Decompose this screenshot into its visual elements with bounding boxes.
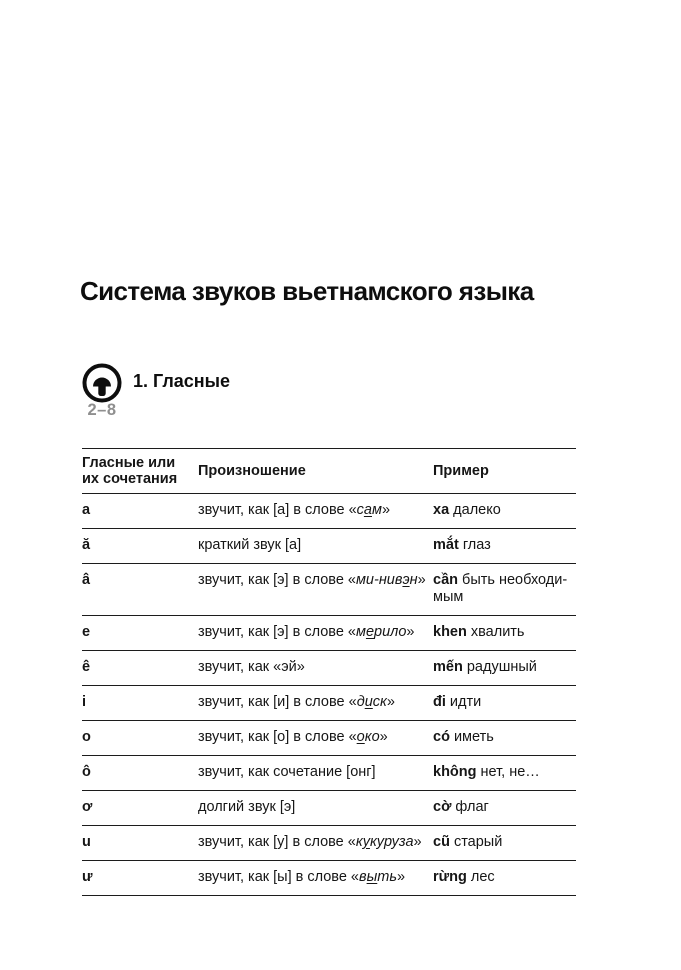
vowel-cell: â	[82, 572, 91, 588]
example-cell	[433, 564, 576, 616]
pronunciation-segment: ск	[372, 694, 387, 710]
pronunciation-segment: звучит, как «эй»	[198, 659, 305, 675]
pronunciation-segment: »	[406, 624, 415, 640]
pronunciation-segment: долгий звук [э]	[198, 799, 296, 815]
vowel-cell: ơ	[82, 799, 93, 815]
pronunciation-segment: ко	[364, 729, 380, 745]
pronunciation-segment: с	[356, 502, 364, 518]
example-cell	[433, 529, 576, 564]
pronunciation-segment: ми-нив	[355, 572, 403, 588]
pronunciation-segment: у	[362, 834, 370, 850]
pronunciation-cell	[198, 686, 433, 721]
example-word: xa	[433, 502, 450, 518]
pronunciation-cell	[198, 721, 433, 756]
pronunciation-segment: м	[371, 502, 382, 518]
table-row	[82, 791, 576, 826]
audio-track-range: 2–8	[87, 401, 117, 419]
pronunciation-segment: »	[379, 729, 388, 745]
table-row	[82, 616, 576, 651]
example-word: đi	[433, 694, 446, 710]
vowel-cell: ê	[82, 659, 91, 675]
example-cell	[433, 686, 576, 721]
pronunciation-segment: н	[409, 572, 418, 588]
table-row	[82, 826, 576, 861]
audio-track-badge	[80, 362, 124, 420]
pronunciation-cell	[198, 494, 433, 529]
example-meaning: идти	[445, 694, 482, 710]
vowel-cell: ă	[82, 537, 91, 553]
pronunciation-segment: м	[355, 624, 366, 640]
pronunciation-cell	[198, 616, 433, 651]
example-meaning: радушный	[462, 659, 537, 675]
pronunciation-segment: звучит, как [ы] в слове «	[198, 869, 360, 885]
header-example: Пример	[433, 462, 489, 479]
headphones-icon	[81, 362, 123, 404]
example-meaning: лес	[466, 869, 495, 885]
pronunciation-cell	[198, 756, 433, 791]
table-row	[82, 529, 576, 564]
example-cell	[433, 791, 576, 826]
pronunciation-segment: звучит, как [у] в слове «	[198, 834, 356, 850]
pronunciation-segment: »	[386, 694, 395, 710]
example-cell	[433, 861, 576, 896]
pronunciation-segment: ть	[377, 869, 397, 885]
pronunciation-segment: »	[417, 572, 426, 588]
vowel-cell: u	[82, 834, 91, 850]
example-word: không	[433, 764, 477, 780]
vowel-cell: e	[82, 624, 91, 640]
pronunciation-cell	[198, 861, 433, 896]
vowel-cell: a	[82, 502, 91, 518]
pronunciation-segment: ы	[366, 869, 378, 885]
header-vowels: Гласные или их сочетания	[82, 454, 178, 487]
pronunciation-segment: звучит, как [и] в слове «	[198, 694, 357, 710]
example-cell	[433, 826, 576, 861]
vowel-cell: ư	[82, 869, 93, 885]
pronunciation-segment: и	[364, 694, 373, 710]
table-row	[82, 651, 576, 686]
pronunciation-segment: е	[365, 624, 375, 640]
vowel-cell: i	[82, 694, 87, 710]
example-meaning: флаг	[451, 799, 489, 815]
table-header-row	[82, 449, 576, 494]
section-title: 1. Гласные	[133, 371, 231, 391]
example-word: cần	[433, 572, 458, 588]
pronunciation-segment: звучит, как [о] в слове «	[198, 729, 357, 745]
pronunciation-segment: звучит, как сочетание [онг]	[198, 764, 376, 780]
pronunciation-segment: в	[359, 869, 367, 885]
table-row	[82, 861, 576, 896]
example-meaning: иметь	[449, 729, 494, 745]
vowels-table	[82, 448, 576, 896]
table-row	[82, 756, 576, 791]
example-word: cờ	[433, 799, 452, 815]
table-row	[82, 564, 576, 616]
pronunciation-cell	[198, 826, 433, 861]
example-word: có	[433, 729, 450, 745]
table-row	[82, 494, 576, 529]
example-cell	[433, 721, 576, 756]
pronunciation-segment: рило	[374, 624, 407, 640]
pronunciation-segment: »	[413, 834, 422, 850]
example-meaning: далеко	[449, 502, 501, 518]
example-word: mắt	[433, 537, 459, 553]
example-meaning: быть необходи-мым	[433, 572, 568, 605]
page-title: Система звуков вьетнамского языка	[80, 276, 534, 306]
vowel-cell: ô	[82, 764, 91, 780]
vowel-cell: o	[82, 729, 91, 745]
pronunciation-segment: звучит, как [а] в слове «	[198, 502, 357, 518]
example-cell	[433, 756, 576, 791]
pronunciation-segment: а	[363, 502, 372, 518]
example-word: khen	[433, 624, 467, 640]
pronunciation-cell	[198, 651, 433, 686]
pronunciation-segment: звучит, как [э] в слове «	[198, 572, 356, 588]
table-row	[82, 721, 576, 756]
pronunciation-segment: »	[381, 502, 391, 518]
pronunciation-segment: э	[402, 572, 410, 588]
example-meaning: глаз	[458, 537, 491, 553]
example-word: cũ	[433, 834, 450, 850]
example-meaning: хвалить	[466, 624, 525, 640]
example-word: rừng	[433, 869, 467, 885]
pronunciation-cell	[198, 529, 433, 564]
header-pronunciation: Произношение	[198, 462, 306, 479]
example-meaning: нет, не…	[476, 764, 540, 780]
example-meaning: старый	[449, 834, 503, 850]
pronunciation-segment: д	[356, 694, 365, 710]
pronunciation-segment: краткий звук [а]	[198, 537, 302, 553]
pronunciation-cell	[198, 791, 433, 826]
pronunciation-segment: к	[355, 834, 363, 850]
pronunciation-segment: »	[396, 869, 406, 885]
example-cell	[433, 616, 576, 651]
example-cell	[433, 494, 576, 529]
pronunciation-segment: звучит, как [э] в слове «	[198, 624, 356, 640]
pronunciation-segment: о	[356, 729, 365, 745]
table-row	[82, 686, 576, 721]
example-word: mến	[433, 659, 463, 675]
pronunciation-cell	[198, 564, 433, 616]
vowels-table-body	[82, 494, 576, 896]
example-cell	[433, 651, 576, 686]
pronunciation-segment: куруза	[369, 834, 414, 850]
